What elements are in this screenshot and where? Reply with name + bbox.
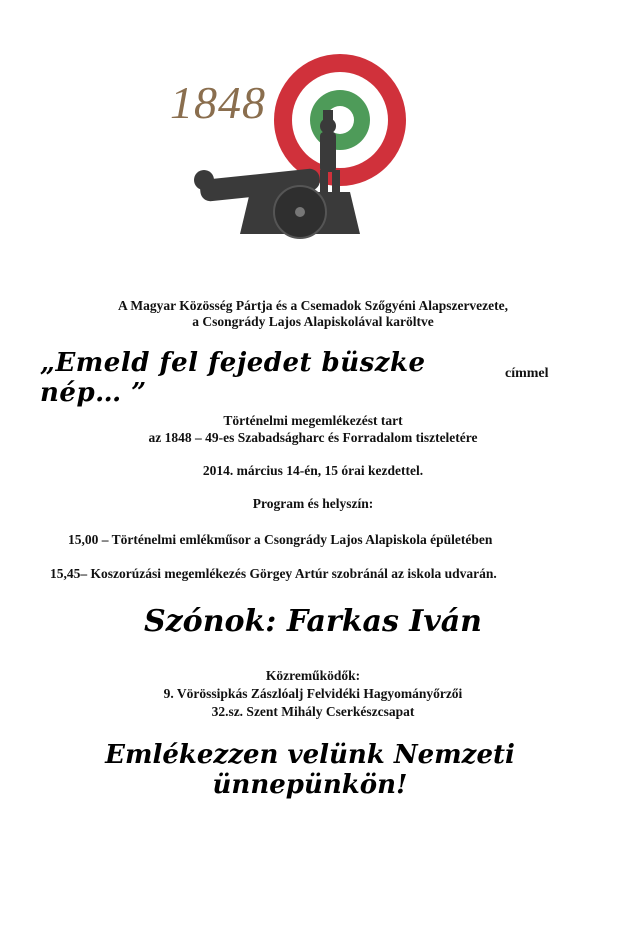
cannon-wheel-hub <box>295 207 305 217</box>
closing-line: Emlékezzen velünk Nemzeti ünnepünkön! <box>105 740 515 800</box>
contributor-item-2: 32.sz. Szent Mihály Cserkészcsapat <box>211 704 415 719</box>
soldier-hat <box>323 110 333 122</box>
contributors-heading: Közreműködők: <box>265 668 361 683</box>
organizers-line-1: A Magyar Közösség Pártja és a Csemadok Szőgyéni Alapszervezete, <box>117 298 509 313</box>
logo-year: 1848 <box>170 77 266 128</box>
motto-suffix: címmel <box>505 366 549 381</box>
event-line-1: Történelmi megemlékezést tart <box>223 413 403 428</box>
program-item-1: 15,00 – Történelmi emlékműsor a Csongrády Lajos Alapiskola épületében <box>68 532 493 547</box>
cannon-muzzle <box>194 170 214 190</box>
contributor-item-1: 9. Vörössipkás Zászlóalj Felvidéki Hagyományőrzői <box>163 686 463 701</box>
motto-quote: „Emeld fel fejedet büszke nép… ” <box>40 348 426 408</box>
soldier-figure <box>320 132 336 172</box>
program-heading: Program és helyszín: <box>252 496 374 511</box>
organizers-line-2: a Csongrády Lajos Alapiskolával karöltve <box>192 314 434 329</box>
speaker: Szónok: Farkas Iván <box>143 604 482 639</box>
event-line-2: az 1848 – 49-es Szabadságharc és Forradalom tiszteletére <box>148 430 478 445</box>
event-date: 2014. március 14-én, 15 órai kezdettel. <box>202 463 424 478</box>
program-item-2: 15,45– Koszorúzási megemlékezés Görgey Artúr szobránál az iskola udvarán. <box>50 566 497 581</box>
